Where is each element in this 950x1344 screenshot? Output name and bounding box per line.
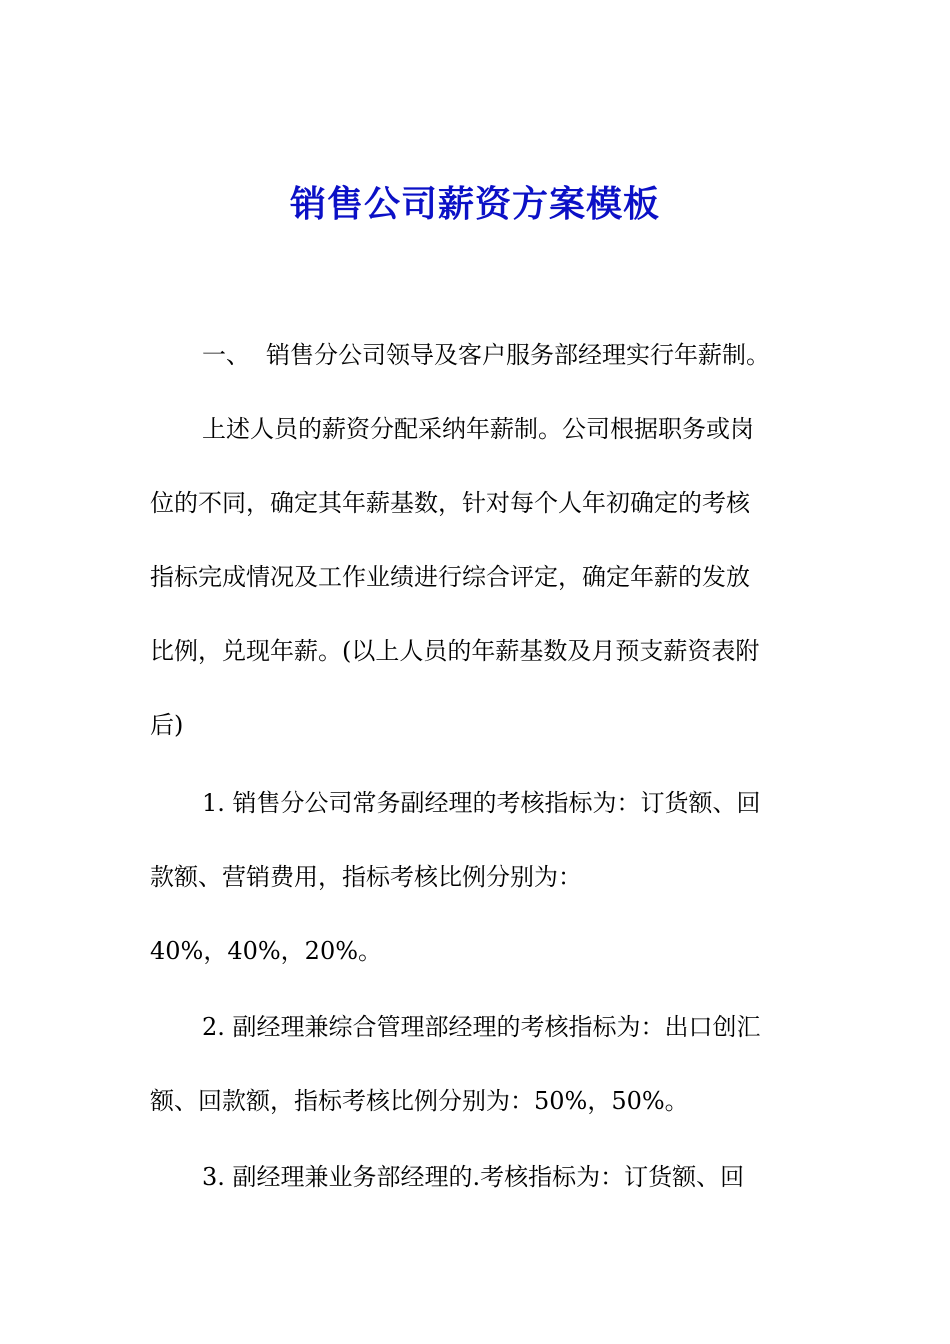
item-1-line-3: 40%，40%，20%。 <box>150 937 383 965</box>
intro-line-5: 后) <box>150 711 184 739</box>
intro-line-2: 位的不同，确定其年薪基数，针对每个人年初确定的考核 <box>150 489 750 517</box>
item-2-line-1: 2. 副经理兼综合管理部经理的考核指标为：出口创汇 <box>202 1013 761 1041</box>
intro-line-4: 比例，兑现年薪。(以上人员的年薪基数及月预支薪资表附 <box>150 637 760 665</box>
item-1-line-2: 款额、营销费用，指标考核比例分别为： <box>150 863 582 891</box>
item-1-line-1: 1. 销售分公司常务副经理的考核指标为：订货额、回 <box>202 789 761 817</box>
item-2-line-2: 额、回款额，指标考核比例分别为：50%，50%。 <box>150 1087 689 1115</box>
document-title: 销售公司薪资方案模板 <box>289 183 660 225</box>
intro-line-3: 指标完成情况及工作业绩进行综合评定，确定年薪的发放 <box>150 563 750 591</box>
section-one-text: 销售分公司领导及客户服务部经理实行年薪制。 <box>266 341 770 369</box>
item-3-line-1: 3. 副经理兼业务部经理的.考核指标为：订货额、回 <box>202 1163 745 1191</box>
section-one-number: 一、 <box>202 341 250 369</box>
section-one-heading <box>150 318 862 392</box>
intro-line-1: 上述人员的薪资分配采纳年薪制。公司根据职务或岗 <box>202 415 754 443</box>
